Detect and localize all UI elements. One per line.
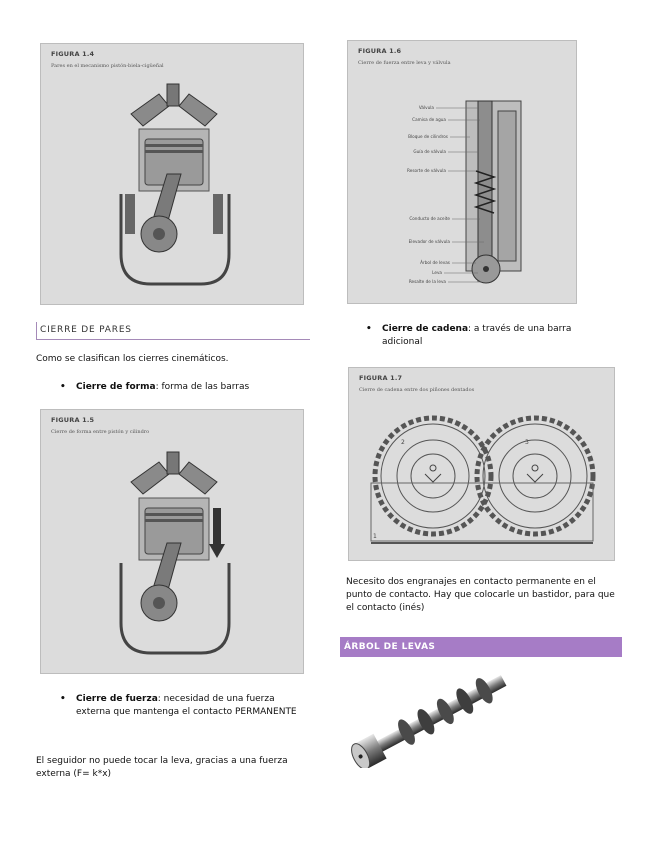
bullet-cadena-term: Cierre de cadena (382, 324, 469, 334)
engranajes-text: Necesito dos engranajes en contacto permanente en el punto de contacto. Hay que colocarle un bastidor, para que el contacto (inés) (346, 577, 615, 613)
valve-illustration (348, 41, 578, 305)
label-resalte: Resalte de la leva (408, 279, 446, 284)
figure-1-4-caption: Pares en el mecanismo pistón-biela-cigüeñal (51, 63, 164, 69)
intro-text: Como se clasifican los cierres cinemáticos. (36, 354, 229, 364)
frame-label-1: 1 (373, 533, 377, 540)
figure-1-5 (40, 409, 304, 674)
label-resorte: Resorte de válvula (407, 168, 446, 173)
figure-1-6-caption: Cierre de fuerza entre leva y válvula (358, 60, 451, 66)
figure-1-6 (347, 40, 577, 304)
engine-illustration (41, 44, 305, 306)
label-guia: Guía de válvula (413, 149, 446, 154)
figure-1-5-caption: Cierre de forma entre pistón y cilindro (51, 429, 150, 435)
figure-1-5-title: FIGURA 1.5 (51, 416, 95, 424)
label-elevador: Elevador de válvula (408, 239, 450, 244)
bullet-cierre-fuerza: • Cierre de fuerza: necesidad de una fuerza externa que mantenga el contacto PERMANENTE (60, 694, 297, 717)
bullet-forma-text: : forma de las barras (155, 382, 250, 392)
figure-1-7-caption: Cierre de cadena entre dos piñones dentados (359, 387, 475, 393)
bullet-fuerza-term: Cierre de fuerza (76, 694, 158, 704)
label-valvula: Válvula (418, 105, 434, 110)
label-conducto: Conducto de aceite (409, 216, 450, 221)
bullet-cadena-text: : a través de una barra adicional (382, 324, 572, 347)
camshaft-image (343, 668, 523, 768)
figure-1-4-title: FIGURA 1.4 (51, 50, 95, 58)
gears-illustration (349, 368, 616, 562)
piston-illustration (41, 410, 305, 675)
bullet-forma-term: Cierre de forma (76, 382, 156, 392)
label-bloque: Bloque de cilindros (408, 134, 448, 139)
figure-1-4 (40, 43, 304, 305)
figure-1-6-title: FIGURA 1.6 (358, 47, 402, 55)
label-arbol: Árbol de levas (420, 260, 450, 265)
section-heading: CIERRE DE PARES (36, 322, 310, 340)
gear-label-2: 2 (401, 439, 405, 446)
figure-1-7 (348, 367, 615, 561)
figure-1-7-title: FIGURA 1.7 (359, 374, 403, 382)
bullet-cierre-forma: • Cierre de forma: forma de las barras (60, 382, 250, 392)
label-camisa: Camisa de agua (412, 117, 446, 122)
label-leva: Leva (432, 270, 442, 275)
arbol-de-levas-banner: ÁRBOL DE LEVAS (340, 637, 622, 657)
bullet-fuerza-text: : necesidad de una fuerza externa que mantenga el contacto PERMANENTE (76, 694, 297, 717)
seguidor-text: El seguidor no puede tocar la leva, gracias a una fuerza externa (F= k*x) (36, 756, 288, 779)
gear-label-3: 3 (525, 439, 529, 446)
bullet-cierre-cadena: • Cierre de cadena: a través de una barra adicional (366, 324, 572, 347)
